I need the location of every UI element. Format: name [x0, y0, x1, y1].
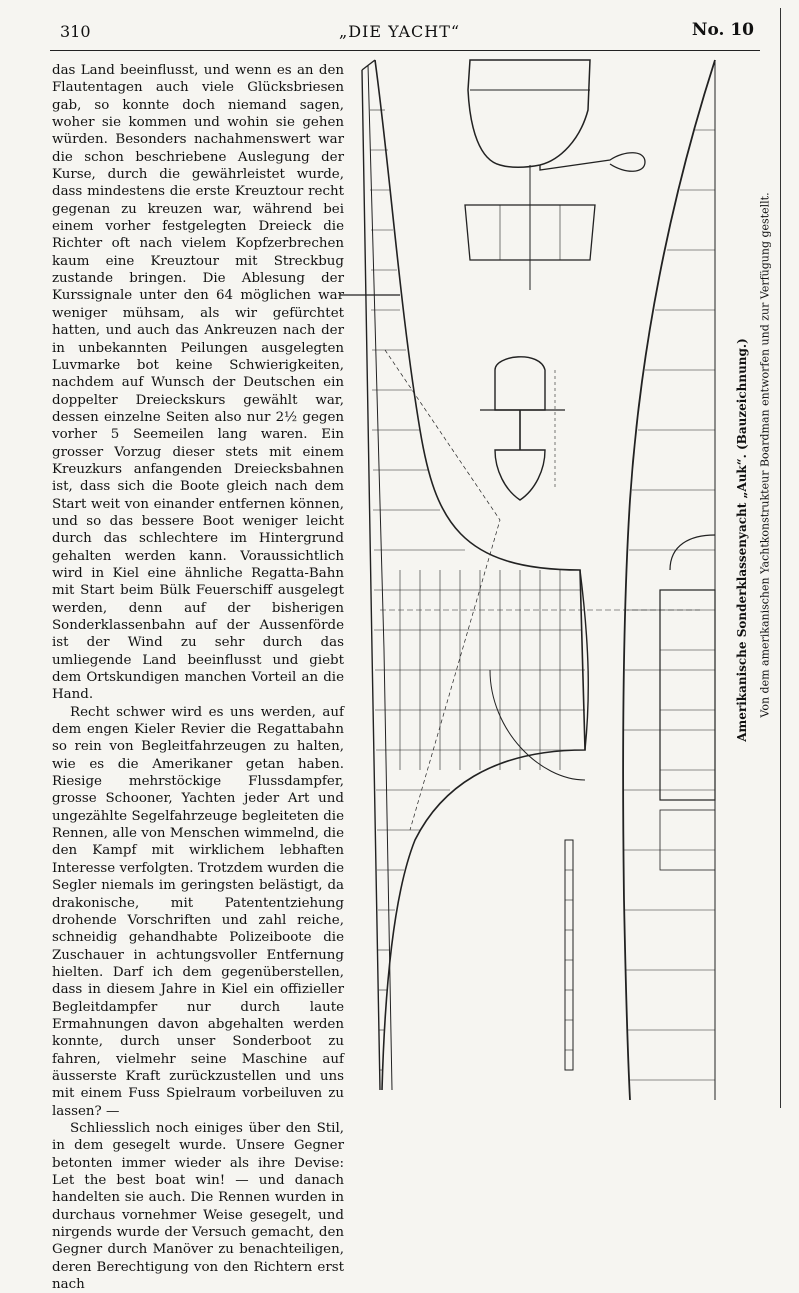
figure-caption-credit: Von dem amerikanischen Yachtkonstrukteur Boardman entworfen und zur Verfügung gestellt.: [758, 192, 772, 718]
article-paragraph-1: das Land beeinflusst, und wenn es an den Flautentagen auch viele Glücksbriesen gab, so konnte doch niemand sagen, woher sie kommen und wohin sie gehen würden. Besonders nachahmenswert war die schon beschriebene Auslegung der Kurse, durch die gewährleistet wurde, dass mindestens die erste Kreuztour recht gegenan zu kreuzen war, während bei einem vorher festgelegten Dreieck die Richter oft nach vielem Kopfzerbrechen kaum eine Kreuztour mit Streckbug zustande bringen. Die Ablesung der Kurssignale unter den 64 möglichen war weniger mühsam, als wir gefürchtet hatten, und auch das Ankreuzen nach der in unbekannten Peilungen ausgelegten Luvmarke bot keine Schwierigkeiten, nachdem auf Wunsch der Deutschen ein doppelter Dreieckskurs gewählt war, dessen einzelne Seiten also nur 2½ gegen vorher 5 Seemeilen lang waren. Ein grosser Vorzug dieser stets mit einem Kreuzkurs anfangenden Dreiecksbahnen ist, dass sich die Boote gleich nach dem Start weit von einander entfernen können, und so das bessere Boot weniger leicht durch das schlechtere im Hintergrund gehalten werden kann. Voraussichtlich wird in Kiel eine ähnliche Regatta-Bahn mit Start beim Bülk Feuerschiff ausgelegt werden, denn auf der bisherigen Sonderklassenbahn auf der Aussenförde ist der Wind zu sehr durch das umliegende Land beeinflusst und giebt dem Ortskundigen manchen Vorteil an die Hand.: [52, 63, 344, 703]
construction-drawing: [340, 50, 760, 1110]
midship-section-upper: [465, 60, 645, 290]
page-number: 310: [60, 22, 91, 41]
hull-profile-view: [340, 60, 700, 1090]
journal-title: „DIE YACHT“: [338, 22, 461, 41]
article-paragraph-2: Recht schwer wird es uns werden, auf dem engen Kieler Revier die Regattabahn so rein von Begleitfahrzeugen zu halten, wie es die Amerikaner getan haben. Riesige mehrstöckige Flussdampfer, grosse Schooner, Yachten jeder Art und ungezählte Segelfahrzeuge begleiteten die Rennen, alle von Menschen wimmelnd, die den Kampf mit wirklichem lebhaften Interesse verfolgten. Trotzdem wurden die Segler niemals im geringsten belästigt, da drakonische, mit Patententziehung drohende Vorschriften und zahl reiche, schneidig gehandhabte Polizeiboote die Zuschauer in achtungsvoller Entfernung hielten. Darf ich dem gegenüberstellen, dass in diesem Jahre in Kiel ein offizieller Begleitdampfer nur durch laute Ermahnungen davon abgehalten werden konnte, durch unser Sonderboot zu fahren, vielmehr seine Maschine auf äusserste Kraft zurückzustellen und uns mit einem Fuss Spielraum vorbeiluven zu lassen? —: [52, 704, 344, 1119]
article-column: [52, 62, 344, 1293]
plan-frame-lines: [624, 130, 715, 1080]
page-header: [0, 18, 799, 46]
article-paragraph-3: Schliesslich noch einiges über den Stil, in dem gesegelt wurde. Unsere Gegner betonten immer wieder als ihre Devise: Let the best boat win! — und danach handelten sie auch. Die Rennen wurden in durchaus vornehmer Weise gesegelt, und nirgends wurde der Versuch gemacht, den Gegner durch Manöver zu benachteiligen, deren Berechtigung von den Richtern erst nach: [52, 1120, 344, 1293]
figure-caption-title: Amerikanische Sonderklassenyacht „Auk“. (Bauzeichnung.): [735, 338, 749, 742]
scale-bar: [565, 840, 573, 1070]
midship-section-lower: [480, 357, 565, 500]
issue-number: No. 10: [691, 20, 754, 40]
half-breadth-plan: [623, 60, 715, 1100]
page-edge-rule: [780, 8, 781, 1108]
frame-lines: [370, 110, 585, 1070]
